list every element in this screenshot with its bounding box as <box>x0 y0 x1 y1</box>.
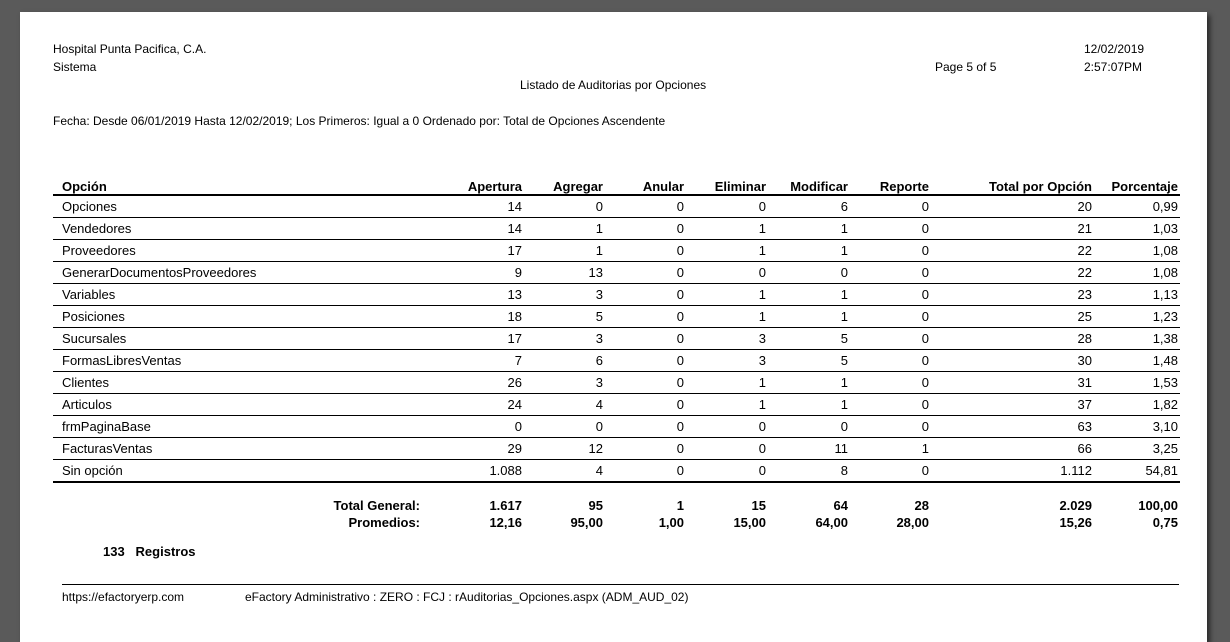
option-name-cell: Clientes <box>53 372 449 394</box>
value-cell: 0 <box>686 195 768 218</box>
value-cell: 1,38 <box>1094 328 1180 350</box>
value-cell: 3,25 <box>1094 438 1180 460</box>
value-cell: 13 <box>449 284 524 306</box>
table-row <box>53 438 1180 460</box>
value-cell: 1 <box>686 218 768 240</box>
option-name-cell: Posiciones <box>53 306 449 328</box>
value-cell: 28 <box>931 328 1094 350</box>
totals-value: 0,75 <box>1152 515 1178 530</box>
value-cell: 1 <box>768 284 850 306</box>
value-cell: 1 <box>768 218 850 240</box>
value-cell: 4 <box>524 460 605 483</box>
value-cell: 12 <box>524 438 605 460</box>
value-cell: 0 <box>850 284 931 306</box>
value-cell: 1,03 <box>1094 218 1180 240</box>
value-cell: 30 <box>931 350 1094 372</box>
value-cell: 0 <box>850 372 931 394</box>
table-row <box>53 372 1180 394</box>
value-cell: 1 <box>686 394 768 416</box>
value-cell: 0 <box>605 195 686 218</box>
page-number: Page 5 of 5 <box>935 60 997 74</box>
report-page <box>20 12 1207 642</box>
value-cell: 0 <box>850 240 931 262</box>
table-row <box>53 328 1180 350</box>
totals-value: 95,00 <box>570 515 603 530</box>
totals-value: 100,00 <box>1138 498 1178 513</box>
totals-label: Total General: <box>333 498 420 513</box>
value-cell: 1 <box>686 284 768 306</box>
totals-value: 1 <box>676 498 684 513</box>
records-label: Registros <box>135 544 196 559</box>
value-cell: 0 <box>850 195 931 218</box>
system-label: Sistema <box>53 60 97 74</box>
value-cell: 1 <box>686 372 768 394</box>
option-name-cell: Vendedores <box>53 218 449 240</box>
value-cell: 1 <box>768 306 850 328</box>
option-name-cell: Articulos <box>53 394 449 416</box>
column-header: Apertura <box>449 174 524 195</box>
report-time: 2:57:07PM <box>1084 60 1143 74</box>
value-cell: 1 <box>768 240 850 262</box>
column-header: Modificar <box>768 174 850 195</box>
value-cell: 54,81 <box>1094 460 1180 483</box>
column-header: Opción <box>53 174 449 195</box>
value-cell: 0 <box>605 284 686 306</box>
value-cell: 0 <box>605 460 686 483</box>
total-general-row <box>53 497 1180 514</box>
table-row <box>53 416 1180 438</box>
value-cell: 1 <box>768 394 850 416</box>
table-row <box>53 460 1180 483</box>
value-cell: 26 <box>449 372 524 394</box>
value-cell: 0 <box>605 438 686 460</box>
value-cell: 0 <box>686 262 768 284</box>
column-header: Total por Opción <box>931 174 1094 195</box>
totals-table <box>53 497 1180 531</box>
column-header: Anular <box>605 174 686 195</box>
value-cell: 22 <box>931 262 1094 284</box>
value-cell: 3 <box>686 328 768 350</box>
option-name-cell: Proveedores <box>53 240 449 262</box>
value-cell: 1,08 <box>1094 262 1180 284</box>
table-row <box>53 240 1180 262</box>
totals-value: 64,00 <box>815 515 848 530</box>
value-cell: 0 <box>768 416 850 438</box>
value-cell: 1 <box>850 438 931 460</box>
value-cell: 3 <box>524 328 605 350</box>
value-cell: 13 <box>524 262 605 284</box>
table-row <box>53 394 1180 416</box>
value-cell: 0 <box>686 416 768 438</box>
value-cell: 14 <box>449 195 524 218</box>
value-cell: 37 <box>931 394 1094 416</box>
footer-info: eFactory Administrativo : ZERO : FCJ : rAuditorias_Opciones.aspx (ADM_AUD_02) <box>245 590 689 604</box>
value-cell: 0 <box>850 416 931 438</box>
value-cell: 0 <box>449 416 524 438</box>
value-cell: 0 <box>686 438 768 460</box>
option-name-cell: FacturasVentas <box>53 438 449 460</box>
value-cell: 1.088 <box>449 460 524 483</box>
value-cell: 7 <box>449 350 524 372</box>
value-cell: 1,53 <box>1094 372 1180 394</box>
value-cell: 0 <box>850 394 931 416</box>
option-name-cell: GenerarDocumentosProveedores <box>53 262 449 284</box>
totals-value: 1.617 <box>489 498 522 513</box>
value-cell: 9 <box>449 262 524 284</box>
value-cell: 3 <box>686 350 768 372</box>
value-cell: 0 <box>768 262 850 284</box>
value-cell: 0 <box>524 195 605 218</box>
value-cell: 0,99 <box>1094 195 1180 218</box>
table-row <box>53 218 1180 240</box>
totals-value: 1,00 <box>658 515 684 530</box>
value-cell: 0 <box>524 416 605 438</box>
value-cell: 17 <box>449 328 524 350</box>
totals-value: 15 <box>751 498 766 513</box>
value-cell: 5 <box>768 350 850 372</box>
value-cell: 1,13 <box>1094 284 1180 306</box>
value-cell: 0 <box>605 350 686 372</box>
value-cell: 0 <box>850 350 931 372</box>
value-cell: 0 <box>850 262 931 284</box>
option-name-cell: FormasLibresVentas <box>53 350 449 372</box>
value-cell: 5 <box>524 306 605 328</box>
totals-label: Promedios: <box>348 515 420 530</box>
totals-value: 12,16 <box>489 515 522 530</box>
value-cell: 4 <box>524 394 605 416</box>
totals-value: 28 <box>914 498 929 513</box>
value-cell: 0 <box>605 306 686 328</box>
value-cell: 22 <box>931 240 1094 262</box>
value-cell: 25 <box>931 306 1094 328</box>
value-cell: 3,10 <box>1094 416 1180 438</box>
value-cell: 0 <box>605 328 686 350</box>
column-header: Reporte <box>850 174 931 195</box>
value-cell: 11 <box>768 438 850 460</box>
column-header: Eliminar <box>686 174 768 195</box>
value-cell: 5 <box>768 328 850 350</box>
value-cell: 21 <box>931 218 1094 240</box>
value-cell: 0 <box>605 240 686 262</box>
value-cell: 8 <box>768 460 850 483</box>
value-cell: 18 <box>449 306 524 328</box>
value-cell: 1,82 <box>1094 394 1180 416</box>
promedios-row <box>53 514 1180 531</box>
totals-value: 15,26 <box>1059 515 1092 530</box>
value-cell: 0 <box>605 218 686 240</box>
value-cell: 1.112 <box>931 460 1094 483</box>
company-name: Hospital Punta Pacifica, C.A. <box>53 42 207 56</box>
value-cell: 0 <box>605 394 686 416</box>
records-count: 133 <box>103 544 125 559</box>
value-cell: 23 <box>931 284 1094 306</box>
report-title: Listado de Auditorias por Opciones <box>520 78 707 92</box>
totals-value: 15,00 <box>733 515 766 530</box>
value-cell: 3 <box>524 284 605 306</box>
value-cell: 1 <box>686 306 768 328</box>
value-cell: 14 <box>449 218 524 240</box>
value-cell: 17 <box>449 240 524 262</box>
column-header: Agregar <box>524 174 605 195</box>
value-cell: 0 <box>605 372 686 394</box>
option-name-cell: frmPaginaBase <box>53 416 449 438</box>
value-cell: 1,48 <box>1094 350 1180 372</box>
value-cell: 0 <box>850 218 931 240</box>
value-cell: 24 <box>449 394 524 416</box>
filter-description: Fecha: Desde 06/01/2019 Hasta 12/02/2019; Los Primeros: Igual a 0 Ordenado por: Total de Opciones Ascendente <box>53 114 666 128</box>
value-cell: 1,23 <box>1094 306 1180 328</box>
table-row <box>53 262 1180 284</box>
footer-divider <box>62 584 1179 585</box>
column-header: Porcentaje <box>1094 174 1180 195</box>
value-cell: 0 <box>686 460 768 483</box>
value-cell: 1 <box>686 240 768 262</box>
table-row <box>53 195 1180 218</box>
value-cell: 0 <box>605 262 686 284</box>
value-cell: 66 <box>931 438 1094 460</box>
option-name-cell: Sucursales <box>53 328 449 350</box>
value-cell: 1,08 <box>1094 240 1180 262</box>
value-cell: 29 <box>449 438 524 460</box>
value-cell: 0 <box>850 306 931 328</box>
value-cell: 0 <box>605 416 686 438</box>
totals-value: 64 <box>833 498 848 513</box>
report-date: 12/02/2019 <box>1084 42 1145 56</box>
value-cell: 1 <box>524 218 605 240</box>
records-summary <box>103 544 196 559</box>
totals-value: 2.029 <box>1059 498 1092 513</box>
option-name-cell: Sin opción <box>53 460 449 483</box>
value-cell: 1 <box>768 372 850 394</box>
totals-value: 95 <box>588 498 603 513</box>
option-name-cell: Opciones <box>53 195 449 218</box>
audit-table <box>53 174 1180 483</box>
value-cell: 0 <box>850 328 931 350</box>
table-row <box>53 284 1180 306</box>
value-cell: 1 <box>524 240 605 262</box>
value-cell: 3 <box>524 372 605 394</box>
value-cell: 6 <box>768 195 850 218</box>
value-cell: 20 <box>931 195 1094 218</box>
table-row <box>53 350 1180 372</box>
option-name-cell: Variables <box>53 284 449 306</box>
table-header-row <box>53 174 1180 195</box>
footer-url: https://efactoryerp.com <box>62 590 185 604</box>
totals-value: 28,00 <box>896 515 929 530</box>
value-cell: 31 <box>931 372 1094 394</box>
value-cell: 0 <box>850 460 931 483</box>
value-cell: 63 <box>931 416 1094 438</box>
table-row <box>53 306 1180 328</box>
value-cell: 6 <box>524 350 605 372</box>
